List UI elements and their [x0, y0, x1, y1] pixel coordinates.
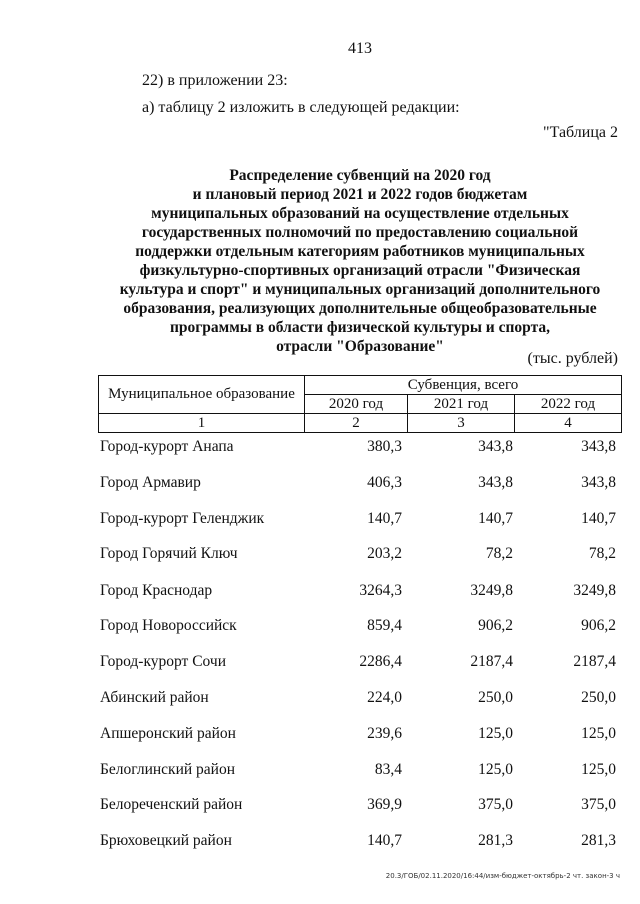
title-line: культура и спорт" и муниципальных организаций дополнительного	[119, 281, 601, 298]
value-2021: 2187,4	[470, 653, 513, 670]
value-2021: 343,8	[478, 438, 513, 455]
item-a: а) таблицу 2 изложить в следующей редакции:	[142, 99, 460, 116]
value-2020: 140,7	[367, 510, 402, 527]
value-2022: 343,8	[581, 474, 616, 491]
municipality-name: Город Новороссийск	[100, 617, 237, 634]
municipality-name: Абинский район	[100, 689, 209, 706]
table-row	[0, 510, 640, 532]
table-reference: "Таблица 2	[543, 124, 618, 141]
title-line: поддержки отдельным категориям работников муниципальных	[135, 243, 585, 260]
value-2021: 281,3	[478, 832, 513, 849]
table-row	[0, 438, 640, 460]
value-2021: 906,2	[478, 617, 513, 634]
value-2021: 3249,8	[470, 582, 513, 599]
table-row	[0, 653, 640, 675]
value-2020: 859,4	[367, 617, 402, 634]
municipality-name: Город Краснодар	[100, 582, 213, 599]
municipality-name: Белоглинский район	[100, 761, 236, 778]
municipality-name: Город Горячий Ключ	[100, 545, 238, 562]
table-row	[0, 582, 640, 604]
value-2021: 375,0	[478, 796, 513, 813]
value-2022: 3249,8	[573, 582, 616, 599]
title-line: физкультурно-спортивных организаций отрасли "Физическая	[139, 262, 581, 279]
table-title	[90, 166, 630, 356]
value-2021: 125,0	[478, 725, 513, 742]
header-year-2022: 2022 год	[515, 395, 622, 414]
value-2022: 78,2	[588, 545, 616, 562]
municipality-name: Город-курорт Анапа	[100, 438, 234, 455]
value-2022: 125,0	[581, 761, 616, 778]
column-number: 1	[99, 414, 305, 433]
table-row	[0, 689, 640, 711]
table-row	[0, 545, 640, 567]
value-2021: 140,7	[478, 510, 513, 527]
value-2020: 203,2	[367, 545, 402, 562]
value-2022: 2187,4	[573, 653, 616, 670]
municipality-name: Апшеронский район	[100, 725, 236, 742]
table-row	[0, 474, 640, 496]
municipality-name: Город-курорт Геленджик	[100, 510, 265, 527]
value-2020: 369,9	[367, 796, 402, 813]
value-2020: 140,7	[367, 832, 402, 849]
value-2020: 406,3	[367, 474, 402, 491]
title-line: государственных полномочий по предоставлению социальной	[141, 224, 579, 241]
title-line: Распределение субвенций на 2020 год	[229, 167, 491, 184]
table-row	[0, 725, 640, 747]
value-2022: 906,2	[581, 617, 616, 634]
municipality-name: Белореченский район	[100, 796, 243, 813]
value-2021: 343,8	[478, 474, 513, 491]
header-municipality: Муниципальное образование	[99, 376, 305, 414]
title-line: и плановый период 2021 и 2022 годов бюджетам	[192, 186, 528, 203]
value-2020: 83,4	[374, 761, 402, 778]
value-2022: 125,0	[581, 725, 616, 742]
column-number: 4	[515, 414, 622, 433]
value-2022: 375,0	[581, 796, 616, 813]
value-2020: 2286,4	[359, 653, 402, 670]
table-header	[98, 375, 622, 433]
value-2020: 3264,3	[359, 582, 402, 599]
header-year-2021: 2021 год	[408, 395, 515, 414]
table-row	[0, 617, 640, 639]
value-2021: 78,2	[485, 545, 513, 562]
column-number: 2	[305, 414, 408, 433]
municipality-name: Брюховецкий район	[100, 832, 232, 849]
header-year-2020: 2020 год	[305, 395, 408, 414]
value-2020: 224,0	[367, 689, 402, 706]
footer-stamp: 20.3/ГОБ/02.11.2020/16:44/изм-бюджет-октябрь-2 чт. закон-3 ч	[385, 872, 620, 880]
municipality-name: Город-курорт Сочи	[100, 653, 226, 670]
title-line: программы в области физической культуры и спорта,	[169, 319, 551, 336]
title-line: отрасли "Образование"	[276, 338, 444, 355]
page-number: 413	[348, 40, 372, 57]
units-label: (тыс. рублей)	[527, 350, 618, 367]
value-2022: 250,0	[581, 689, 616, 706]
municipality-name: Город Армавир	[100, 474, 201, 491]
value-2021: 250,0	[478, 689, 513, 706]
table-row	[0, 796, 640, 818]
title-line: муниципальных образований на осуществление отдельных	[151, 205, 569, 222]
header-subvention: Субвенция, всего	[305, 376, 622, 395]
value-2022: 281,3	[581, 832, 616, 849]
table-row	[0, 832, 640, 854]
value-2022: 343,8	[581, 438, 616, 455]
value-2020: 380,3	[367, 438, 402, 455]
title-line: образования, реализующих дополнительные общеобразовательные	[123, 300, 597, 317]
item-22: 22) в приложении 23:	[142, 72, 288, 89]
value-2020: 239,6	[367, 725, 402, 742]
value-2021: 125,0	[478, 761, 513, 778]
table-row	[0, 761, 640, 783]
column-number: 3	[408, 414, 515, 433]
value-2022: 140,7	[581, 510, 616, 527]
